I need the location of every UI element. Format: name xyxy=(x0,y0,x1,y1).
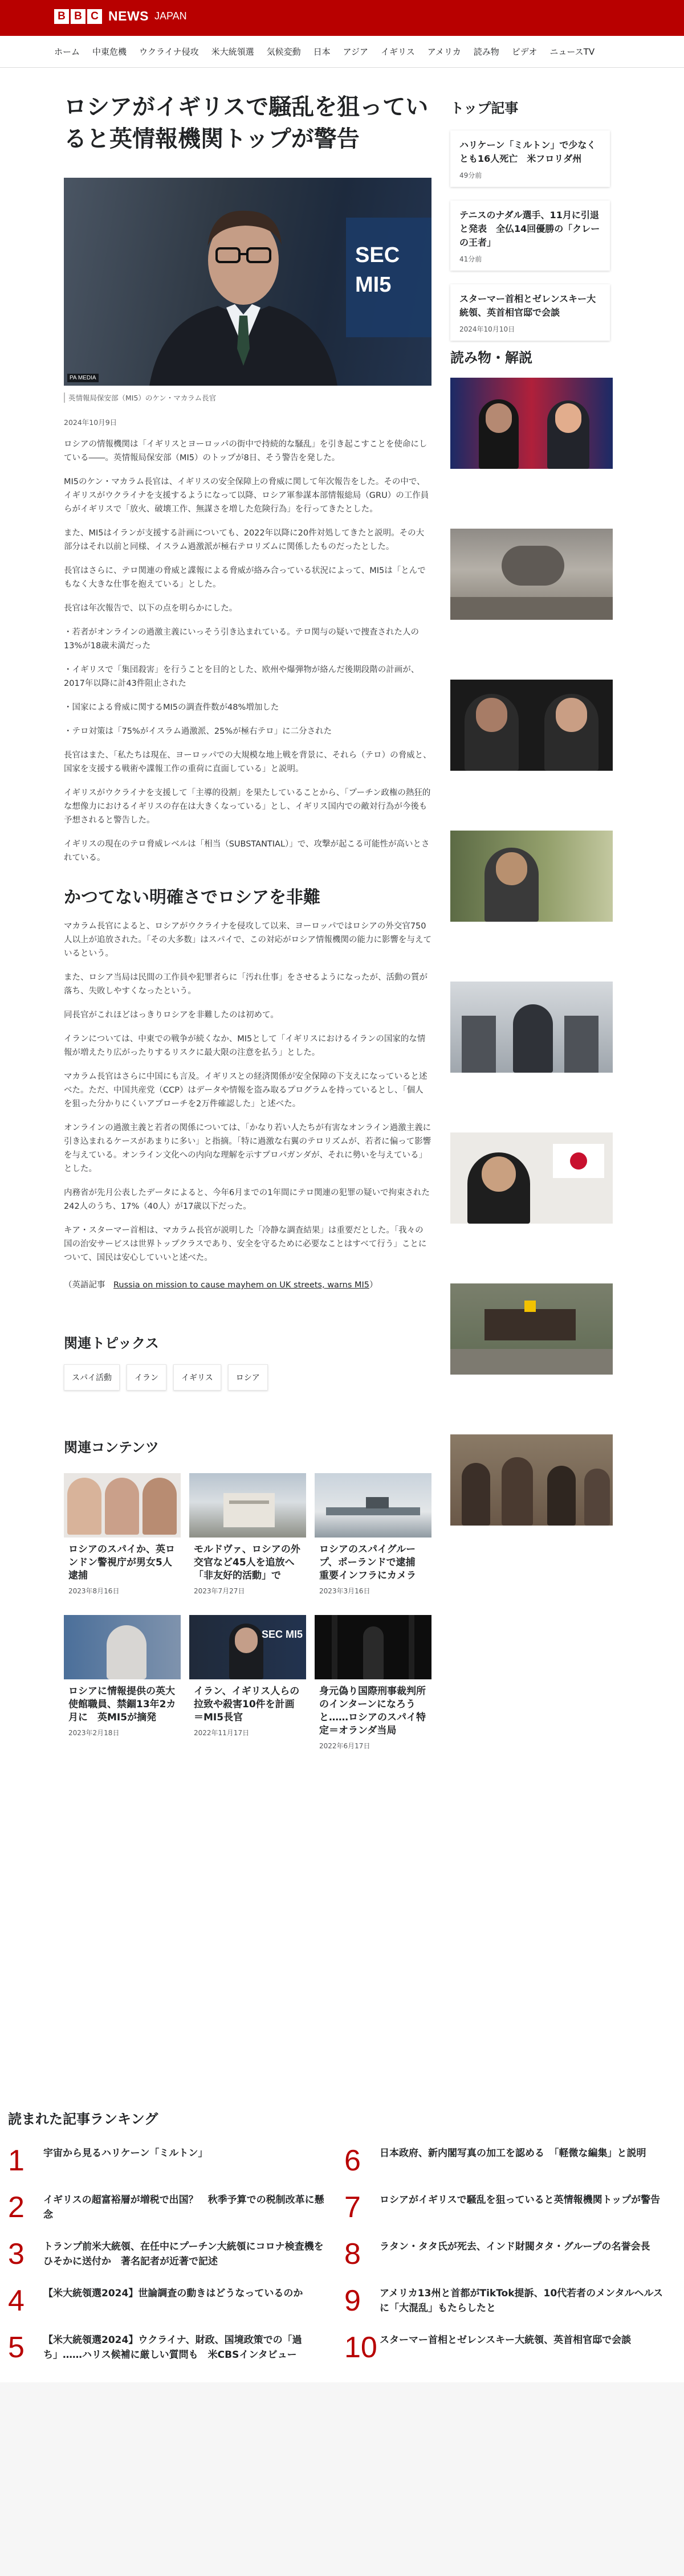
related-date: 2023年3月16日 xyxy=(319,1587,370,1595)
rank-title: ラタン・タタ氏が死去、インド財閥タタ・グループの名誉会長 xyxy=(380,2241,650,2252)
english-source xyxy=(64,1278,431,1292)
top-story-title: ハリケーン「ミルトン」で少なくとも16人死亡 米フロリダ州 xyxy=(459,140,596,164)
top-story-date: 41分前 xyxy=(459,255,482,263)
related-thumbnail xyxy=(315,1615,431,1679)
most-read-item[interactable] xyxy=(344,2286,681,2316)
nav-item-home[interactable]: ホーム xyxy=(54,47,80,57)
article-paragraph-with-link[interactable]: イギリスの現在のテロ脅威レベルは「相当（SUBSTANTIAL）」で、攻撃が起こる可能性が高いとされている。 xyxy=(64,840,430,862)
article-paragraph: ロシアの情報機関は「イギリスとヨーロッパの街中で持続的な騒乱」を引き起こすことを使命にしている――。英情報局保安部（MI5）のトップが8日、そう警告を発した。 xyxy=(64,440,427,463)
feature-image-aerial-restaurant[interactable] xyxy=(450,1283,613,1375)
most-read-item[interactable] xyxy=(344,2239,681,2269)
logo-news: NEWS xyxy=(108,9,149,23)
related-title: イラン、イギリス人らの拉致や殺害10件を計画＝MI5長官 xyxy=(194,1686,300,1723)
article-date: 2024年10月9日 xyxy=(64,418,117,427)
article-bullet: ・若者がオンラインの過激主義にいっそう引き込まれている。テロ関与の疑いで捜査された人の13%が18歳未満だった xyxy=(64,628,420,651)
top-story-card[interactable] xyxy=(450,284,610,341)
article-paragraph: イギリスがウクライナを支援して「主導的役割」を果たしていることから、「プーチン政権の熱狂的な想像力におけるイギリスの存在は大きくなっている」とし、イギリス国内での敵対行為が今後も予想されると警告した。 xyxy=(64,788,431,825)
article-paragraph: マカラム長官によると、ロシアがウクライナを侵攻して以来、ヨーロッパではロシアの外交官750人以上が追放された。「その大多数」はスパイで、この対応がロシア情報機関の能力に影響を与えているという。 xyxy=(64,922,431,958)
english-article-link[interactable]: Russia on mission to cause mayhem on UK streets, warns MI5 xyxy=(113,1281,370,1290)
related-date: 2023年2月18日 xyxy=(68,1729,120,1737)
related-thumbnail xyxy=(189,1615,306,1679)
feature-image-airstrike[interactable] xyxy=(450,529,613,620)
image-credit-badge: PA MEDIA xyxy=(67,374,99,382)
top-story-card[interactable] xyxy=(450,130,610,187)
feature-image-crowd[interactable] xyxy=(450,1434,613,1526)
related-thumbnail xyxy=(315,1473,431,1538)
most-read-item[interactable] xyxy=(8,2193,344,2222)
topic-tag[interactable]: イギリス xyxy=(173,1364,221,1391)
rank-title: アメリカ13州と首都がTikTok提訴、10代若者のメンタルヘルスに「大混乱」もたらしたと xyxy=(380,2288,663,2314)
article-paragraph: MI5のケン・マカラム長官は、イギリスの安全保障上の脅威に関して年次報告をした。その中で、イギリスがウクライナを支援するようになって以降、ロシア軍参謀本部情報総局（GRU）の工作員らがイギリスで「放火、破壊工作、無謀さを増した危険行為」を行ってきたとした。 xyxy=(64,477,429,514)
logo-letter: C xyxy=(87,9,102,24)
nav-item-us[interactable]: アメリカ xyxy=(427,47,461,57)
page-footer xyxy=(0,2382,684,2576)
top-stories-heading: トップ記事 xyxy=(450,100,519,116)
site-header xyxy=(0,0,684,36)
logo-letter: B xyxy=(71,9,85,24)
feature-image-harris-trump[interactable] xyxy=(450,378,613,469)
speaker-photo xyxy=(64,178,431,386)
article-paragraph: 同長官がこれほどはっきりロシアを非難したのは初めて。 xyxy=(64,1011,279,1020)
rank-title: トランプ前米大統領、在任中にプーチン大統領にコロナ検査機をひそかに送付か 著名記者が近著で記述 xyxy=(43,2241,324,2267)
article-title: ロシアがイギリスで騒乱を狙っていると英情報機関トップが警告 xyxy=(64,94,429,152)
article-bullet: ・国家による脅威に関するMI5の調査件数が48%増加した xyxy=(64,703,279,712)
most-read-item[interactable] xyxy=(8,2286,344,2316)
related-date: 2022年6月17日 xyxy=(319,1742,370,1750)
sign-text: SEC MI5 xyxy=(355,243,400,297)
rank-number: 2 xyxy=(8,2191,25,2224)
nav-item-asia[interactable]: アジア xyxy=(343,47,369,57)
article-paragraph: 長官はまた、「私たちは現在、ヨーロッパでの大規模な地上戦を背景に、それら（テロ）の脅威と、国家を支援する戦術や諜報工作の重荷に直面している」と説明。 xyxy=(64,751,431,774)
related-card[interactable] xyxy=(64,1473,181,1604)
feature-image-japan-flag[interactable] xyxy=(450,1132,613,1224)
article-bullet: ・イギリスで「集団殺害」を行うことを目的とした、欧州や爆弾物が絡んだ後期段階の計画が、2017年以降に計43件阻止された xyxy=(64,665,420,688)
feature-image-man-outdoors[interactable] xyxy=(450,831,613,922)
topic-tag[interactable]: スパイ活動 xyxy=(64,1364,120,1391)
rank-title: イギリスの超富裕層が増税で出国？ 秋季予算での税制改革に懸念 xyxy=(43,2194,324,2221)
article-hero-image xyxy=(64,178,431,386)
article-paragraph: また、ロシア当局は民間の工作員や犯罪者らに「汚れ仕事」をさせるようになったが、活動の質が落ち、失敗しやすくなったという。 xyxy=(64,973,427,996)
article-paragraph: 長官はさらに、テロ関連の脅威と諜報による脅威が絡み合っている状況によって、MI5は「とんでもなく大きな仕事を抱えている」とした。 xyxy=(64,566,426,589)
article-subheading: かつてない明確さでロシアを非難 xyxy=(64,888,320,907)
most-read-section xyxy=(8,2108,681,2362)
rank-title: 【米大統領選2024】ウクライナ、財政、国境政策での「過ち」……ハリス候補に厳しい質問も 米CBSインタビュー xyxy=(43,2334,302,2361)
rank-title: 日本政府、新内閣写真の加工を認める 「軽微な編集」と説明 xyxy=(380,2148,646,2159)
article-bullet: ・テロ対策は「75%がイスラム過激派、25%が極右テロ」に二分された xyxy=(64,727,332,736)
feature-image-airplane-cabin[interactable] xyxy=(450,982,613,1073)
article-paragraph: イランについては、中東での戦争が続くなか、MI5として「イギリスにおけるイランの国家的な情報が増えたり広がったりするリスクに最大限の注意を払う」とした。 xyxy=(64,1035,426,1057)
logo-letter: B xyxy=(54,9,69,24)
most-read-list xyxy=(8,2146,681,2362)
related-title: 身元偽り国際刑事裁判所のインターンになろうと……ロシアのスパイ特定＝オランダ当局 xyxy=(319,1686,426,1736)
related-thumbnail xyxy=(64,1615,181,1679)
logo-edition: JAPAN xyxy=(154,10,187,22)
image-caption: 英情報局保安部（MI5）のケン・マカラム長官 xyxy=(64,392,431,403)
rank-title: ロシアがイギリスで騒乱を狙っていると英情報機関トップが警告 xyxy=(380,2194,661,2206)
article-paragraph-with-link[interactable]: 長官は年次報告で、以下の点を明らかにした。 xyxy=(64,604,238,613)
top-story-title: スターマー首相とゼレンスキー大統領、英首相官邸で会談 xyxy=(459,293,596,318)
related-title: モルドヴァ、ロシアの外交官など45人を追放へ 「非友好的活動」で xyxy=(194,1544,304,1581)
most-read-item[interactable] xyxy=(8,2146,344,2176)
related-date: 2023年7月27日 xyxy=(194,1587,245,1595)
most-read-item[interactable] xyxy=(8,2333,344,2362)
rank-number: 6 xyxy=(344,2144,361,2177)
rank-number: 4 xyxy=(8,2284,25,2317)
bbc-news-japan-logo[interactable] xyxy=(54,9,187,24)
rank-number: 10 xyxy=(344,2331,377,2364)
rank-title: 【米大統領選2024】世論調査の動きはどうなっているのか xyxy=(43,2288,303,2299)
topic-tags xyxy=(64,1364,431,1391)
nav-item-news-tv[interactable]: ニュースTV xyxy=(549,47,595,57)
article-paragraph: また、MI5はイランが支援する計画についても、2022年以降に20件対処してきたと説明。その大部分はそれ以前と同様、イスラム過激派が極右テロリズムに関係したものだったとした。 xyxy=(64,529,425,551)
article-paragraph: マカラム長官はさらに中国にも言及。イギリスとの経済関係が安全保障の下支えになっていると述べた。ただ、中国共産党（CCP）はデータや情報を盗み取るプログラムを持っているとし、「個人を狙った分かりにくいアプローチを2万件確認した」と述べた。 xyxy=(64,1072,427,1109)
nav-item-ukraine[interactable]: ウクライナ侵攻 xyxy=(139,47,199,57)
most-read-item[interactable] xyxy=(344,2193,681,2222)
nav-item-middle-east[interactable]: 中東危機 xyxy=(92,47,127,57)
nav-item-japan[interactable]: 日本 xyxy=(313,47,331,57)
rank-number: 7 xyxy=(344,2191,361,2224)
related-card[interactable] xyxy=(64,1615,181,1759)
nav-item-uk[interactable]: イギリス xyxy=(381,47,415,57)
source-prefix: （英語記事 xyxy=(64,1281,113,1290)
article-paragraph: オンラインの過激主義と若者の関係については、「かなり若い人たちが有害なオンライン過激主義に引き込まれるケースがあまりに多い」と指摘。「特に過激な右翼のテロリズムが、若者に偏って影響を与えている。オンライン文化への内向な理解を示すプロパガンダが、それに勢いを与えている」とした。 xyxy=(64,1123,431,1173)
related-date: 2022年11月17日 xyxy=(194,1729,250,1737)
related-content-heading: 関連コンテンツ xyxy=(64,1440,159,1455)
related-card[interactable] xyxy=(189,1615,306,1759)
most-read-item[interactable] xyxy=(8,2239,344,2269)
top-story-title: テニスのナダル選手、11月に引退と発表 全仏14回優勝の「クレーの王者」 xyxy=(459,210,600,248)
topic-tag[interactable]: イラン xyxy=(127,1364,166,1391)
related-date: 2023年8月16日 xyxy=(68,1587,120,1595)
rank-title: スターマー首相とゼレンスキー大統領、英首相官邸で会談 xyxy=(380,2334,632,2346)
top-story-date: 49分前 xyxy=(459,171,482,179)
related-title: ロシアのスパイグループ、ポーランドで逮捕 重要インフラにカメラ xyxy=(319,1544,425,1581)
most-read-item[interactable] xyxy=(344,2333,681,2362)
rank-number: 9 xyxy=(344,2284,361,2317)
rank-number: 1 xyxy=(8,2144,25,2177)
top-story-card[interactable] xyxy=(450,201,610,271)
related-card[interactable] xyxy=(315,1473,431,1604)
nav-item-climate[interactable]: 気候変動 xyxy=(266,47,301,57)
most-read-heading: 読まれた記事ランキング xyxy=(8,2111,158,2127)
rank-number: 8 xyxy=(344,2238,361,2271)
related-thumbnail xyxy=(64,1473,181,1538)
rank-number: 3 xyxy=(8,2238,25,2271)
nav-item-us-election[interactable]: 米大統領選 xyxy=(211,47,254,57)
features-heading: 読み物・解説 xyxy=(450,350,532,366)
feature-image-two-portraits[interactable] xyxy=(450,680,613,771)
thumbnail-sign: SEC MI5 xyxy=(261,1629,303,1640)
sidebar xyxy=(450,91,610,1526)
related-thumbnail xyxy=(189,1473,306,1538)
article-paragraph: 内務省が先月公表したデータによると、今年6月までの1年間にテロ関連の犯罪の疑いで拘束された242人のうち、17%（40人）が17歳以下だった。 xyxy=(64,1188,430,1211)
top-story-date: 2024年10月10日 xyxy=(459,325,515,333)
related-title: ロシアのスパイか、英ロンドン警視庁が男女5人逮捕 xyxy=(68,1544,175,1581)
article-paragraph: キア・スターマー首相は、マカラム長官が説明した「冷静な調査結果」は重要だとした。「我々の国の治安サービスは世界トップクラスであり、安全を守るために必要なことはすべて行う」ことについて、国民は安心していいと述べた。 xyxy=(64,1226,427,1262)
related-card[interactable] xyxy=(315,1615,431,1759)
related-title: ロシアに情報提供の英大使館職員、禁錮13年2カ月に 英MI5が摘発 xyxy=(68,1686,176,1723)
most-read-item[interactable] xyxy=(344,2146,681,2176)
related-topics-heading: 関連トピックス xyxy=(64,1335,159,1351)
related-content-grid xyxy=(64,1473,431,1759)
source-suffix: ） xyxy=(369,1281,378,1290)
nav-item-video[interactable]: ビデオ xyxy=(511,47,538,57)
article xyxy=(64,91,431,1759)
related-card[interactable] xyxy=(189,1473,306,1604)
rank-number: 5 xyxy=(8,2331,25,2364)
nav-item-features[interactable]: 読み物 xyxy=(473,47,499,57)
main-nav xyxy=(0,36,684,68)
topic-tag[interactable]: ロシア xyxy=(228,1364,268,1391)
rank-title: 宇宙から見るハリケーン「ミルトン」 xyxy=(43,2148,208,2159)
